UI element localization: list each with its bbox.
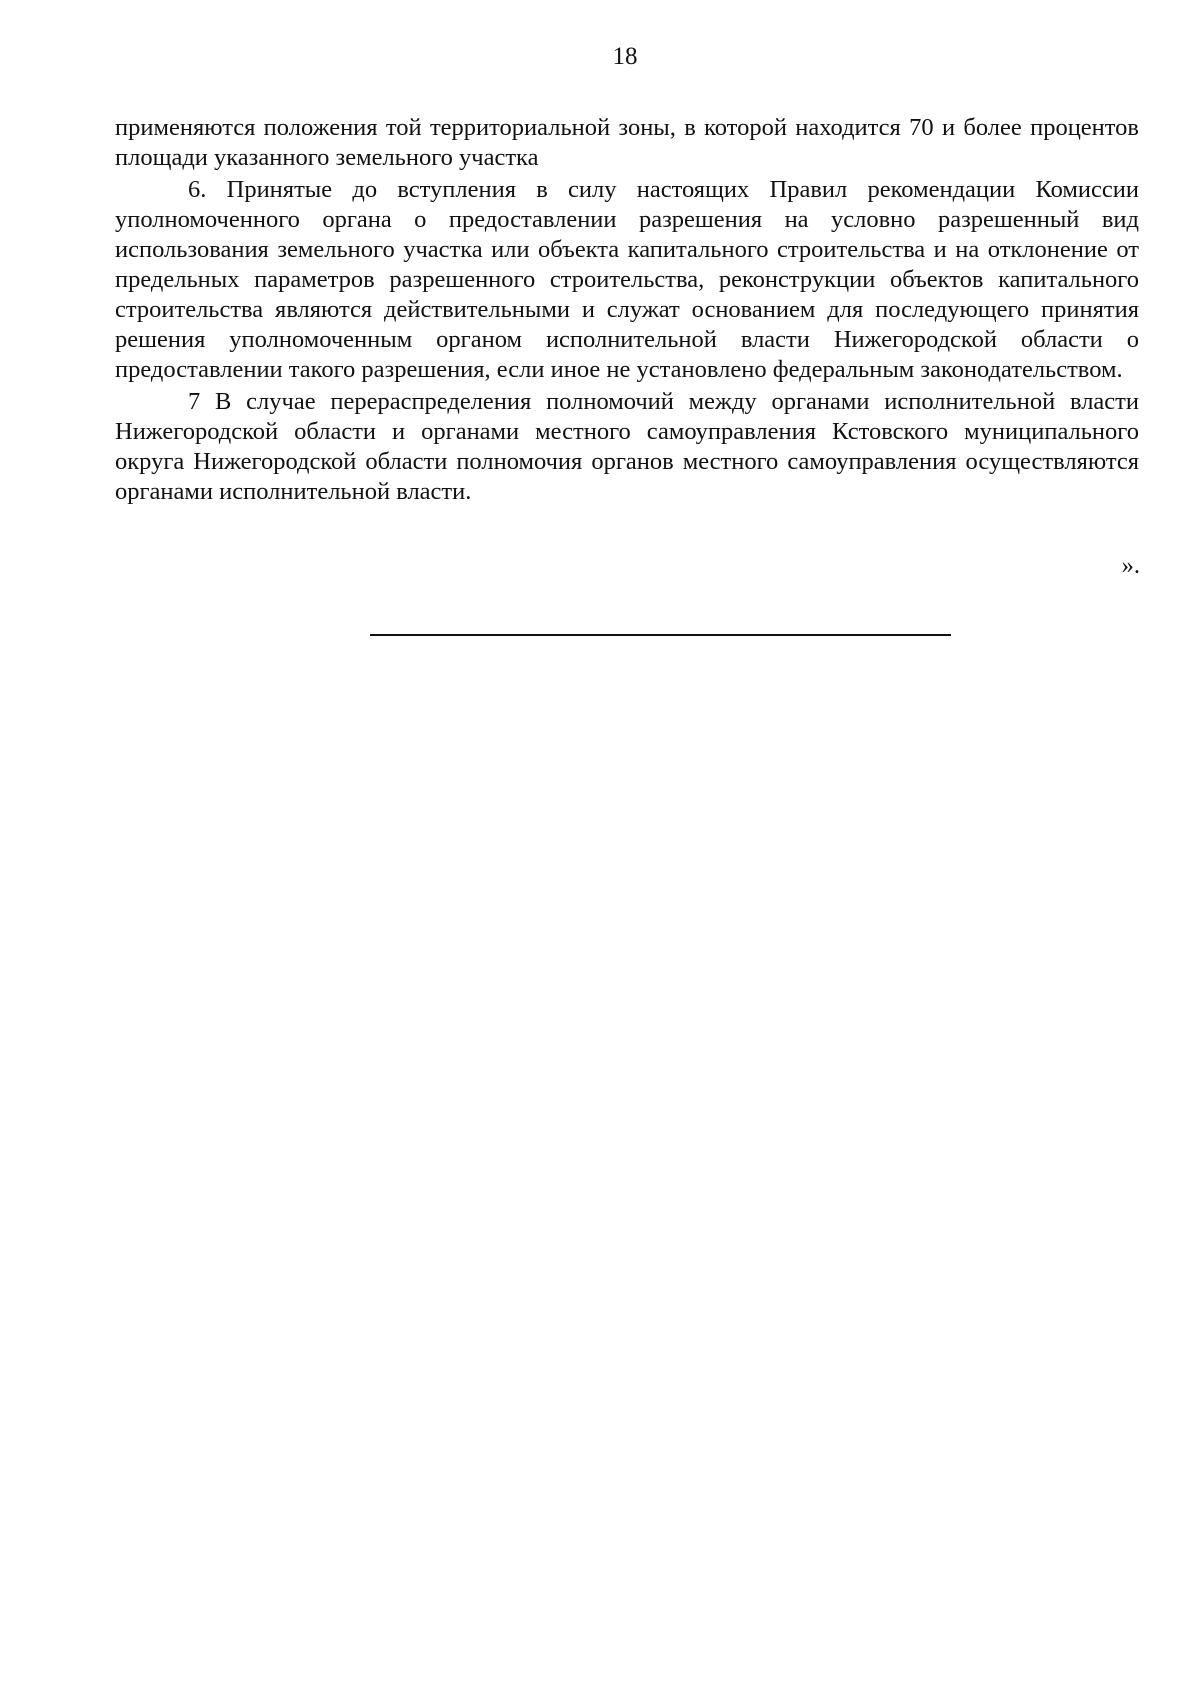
page-number: 18 [612, 43, 638, 70]
paragraph-continuation: применяются положения той территориальной зоны, в которой находится 70 и более процентов площади указанного земельного участка [115, 114, 1139, 171]
document-body [115, 113, 1139, 509]
closing-quote: ». [1121, 552, 1140, 579]
end-of-document-rule [370, 634, 951, 636]
paragraph-item-7: 7 В случае перераспределения полномочий между органами исполнительной власти Нижегородской области и органами местного самоуправления Кстовского муниципального округа Нижегородской области полномочия органов местного самоуправления осуществляются органами исполнительной власти. [115, 388, 1139, 505]
paragraph-item-6: 6. Принятые до вступления в силу настоящих Правил рекомендации Комиссии уполномоченного органа о предоставлении разрешения на условно разрешенный вид использования земельного участка или объекта капитального строительства и на отклонение от предельных параметров разрешенного строительства, реконструкции объектов капитального строительства являются действительными и служат основанием для последующего принятия решения уполномоченным органом исполнительной власти Нижегородской области о предоставлении такого разрешения, если иное не установлено федеральным законодательством. [115, 176, 1139, 383]
